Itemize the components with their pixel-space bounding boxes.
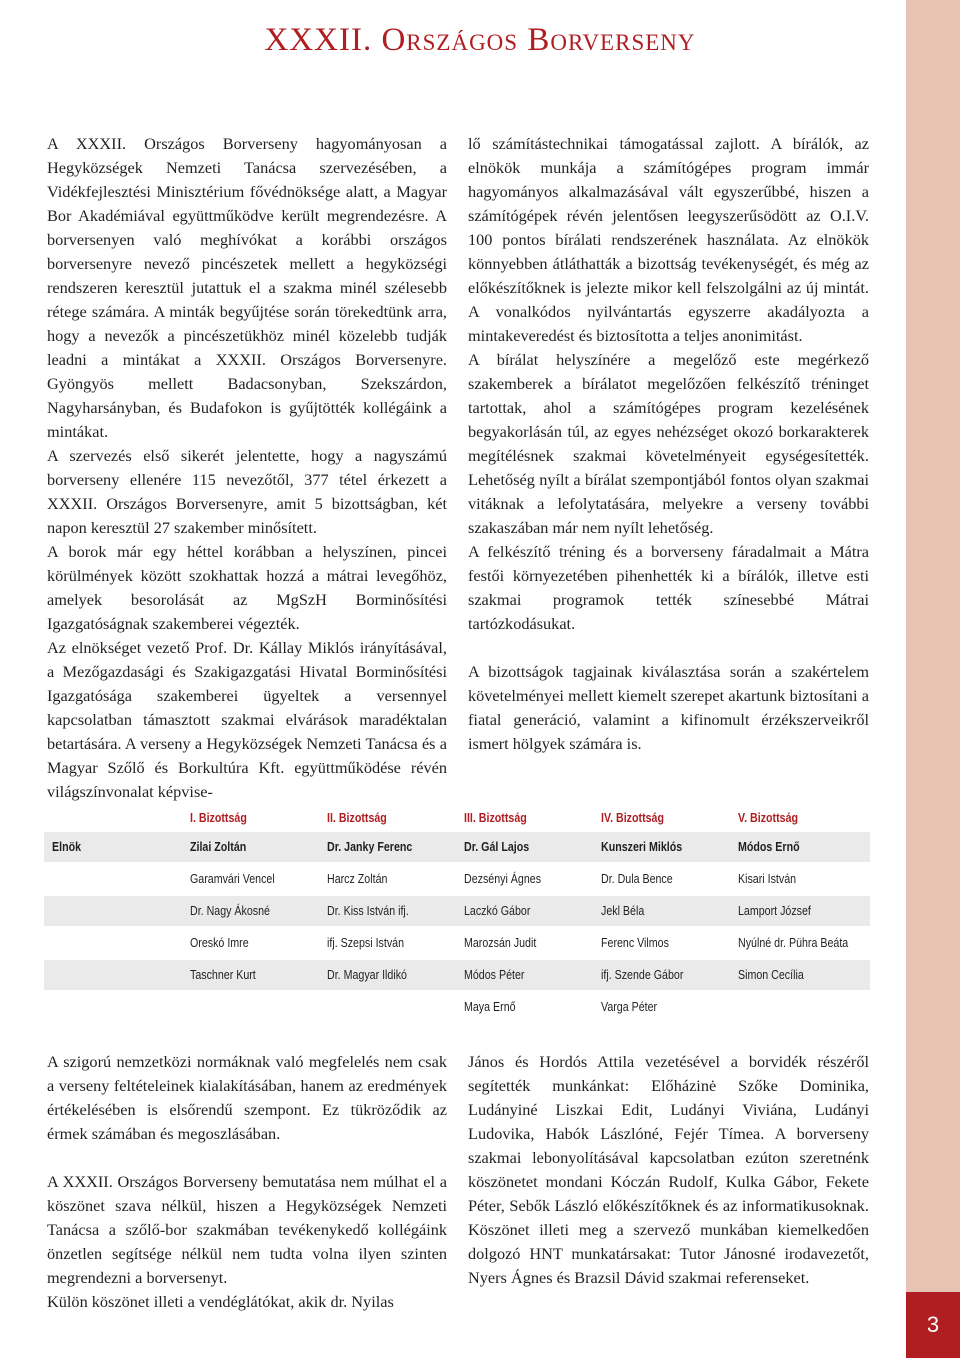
table-header: II. Bizottság [327, 810, 387, 825]
table-cell: Zilai Zoltán [190, 839, 247, 854]
text-column-top-left [47, 132, 447, 804]
paragraph: lő számítástechnikai támogatással zajlott. A bírálók, az elnökök munkája a számítógépes program immár hagyományos alkalmazásával vált egyszerűbbé, hiszen a számítógépek révén jelentősen leegyszerűsödött az O.I.V. 100 pontos bírálati rendszerének használata. Az elnökök könnyebben átláthatták a bizottság tevékenységét, és még az előkészítőknek is jelezte mikor kell felszolgálni az új mintát. A vonalkódos nyilvántartás egyszerre akadályozta a mintakeveredést és biztosította a teljes anonimitást. [468, 134, 869, 345]
table-cell: Kunszeri Miklós [601, 839, 683, 854]
table-cell: Dr. Gál Lajos [464, 839, 530, 854]
table-header: IV. Bizottság [601, 810, 664, 825]
table-cell: Oreskó Imre [190, 935, 249, 950]
table-cell: Módos Ernő [738, 839, 800, 854]
page-number: 3 [906, 1292, 960, 1358]
text-column-bottom-right [468, 1050, 869, 1290]
paragraph: A bírálat helyszínére a megelőző este megérkező szakemberek a bírálatot megelőzően felkészítő tréninget tartottak, ahol a számítógépes program kezelésének begyakorlásán túl, az egyes nehézséget okozó borkarakterek megítélésnek szakmai követelményeit egységesítették. Lehetőség nyílt a bírálat szempontjából fontos olyan szakmai vitáknak a lefolytatására, melyekre a verseny további szakaszában már nem nyílt lehetőség. [468, 350, 869, 537]
table-cell: Dr. Janky Ferenc [327, 839, 413, 854]
text-column-top-right [468, 132, 869, 756]
paragraph: A szervezés első sikerét jelentette, hogy a nagyszámú borverseny ellenére 115 nevezőtől, 377 tétel érkezett a XXXII. Országos Borversenyre, amit 5 bizottságban, két napon keresztül 27 szakember minősített. [47, 446, 447, 537]
table-header: V. Bizottság [738, 810, 799, 825]
table-cell: Dr. Kiss István ifj. [327, 903, 409, 918]
table-cell: Laczkó Gábor [464, 903, 531, 918]
paragraph: A borok már egy héttel korábban a helyszínen, pincei körülmények között szokhattak hozzá a mátrai levegőhöz, amelyek besorolását az MgSzH Borminősítési Igazgatóságnak szakemberei végezték. [47, 542, 447, 633]
table-cell: Dr. Magyar Ildikó [327, 967, 407, 982]
table-cell: Marozsán Judit [464, 935, 537, 950]
table-cell: Harcz Zoltán [327, 871, 388, 886]
table-cell: Kisari István [738, 871, 797, 886]
side-stripe [906, 0, 960, 1358]
table-cell: Módos Péter [464, 967, 525, 982]
table-cell: Jekl Béla [601, 903, 645, 918]
table-cell: Simon Cecília [738, 967, 804, 982]
paragraph: A bizottságok tagjainak kiválasztása során a szakértelem követelményei mellett kiemelt szerepet akartunk biztosítani a fiatal generáció, valamint a kifinomult érzékszerveikről ismert hölgyek számára is. [468, 662, 869, 753]
paragraph: Az elnökséget vezető Prof. Dr. Kállay Miklós irányításával, a Mezőgazdasági és Szakigazgatási Hivatal Borminősítési Igazgatósága szakemberei ügyeltek a versennyel kapcsolatban támasztott szakmai elvárások maradéktalan betartására. A verseny a Hegyközségek Nemzeti Tanácsa és a Magyar Szőlő és Borkultúra Kft. együttműködése révén világszínvonalat képvise- [47, 638, 447, 801]
table-cell: Lamport József [738, 903, 811, 918]
table-cell: Ferenc Vilmos [601, 935, 669, 950]
table-cell: Dezsényi Ágnes [464, 871, 542, 886]
table-cell: Nyúlné dr. Pühra Beáta [738, 935, 849, 950]
table-cell: Garamvári Vencel [190, 871, 275, 886]
table-cell: ifj. Szepsi István [327, 935, 405, 950]
table-header: I. Bizottság [190, 810, 247, 825]
paragraph: A szigorú nemzetközi normáknak való megfelelés nem csak a verseny feltételeinek kialakításában, hanem az eredmények értékelésében is elsőrendű szempont. Ez tükröződik az érmek számában és megoszlásában. [47, 1052, 447, 1143]
table-cell: Taschner Kurt [190, 967, 256, 982]
table-cell: Dr. Nagy Ákosné [190, 903, 270, 918]
paragraph: A felkészítő tréning és a borverseny fáradalmait a Mátra festői környezetében pihenhették ki a bírálók, illetve esti szakmai programok tették színesebbé Mátrai tartózkodásukat. [468, 542, 869, 633]
paragraph: Külön köszönet illeti a vendéglátókat, akik dr. Nyilas [47, 1292, 394, 1311]
table-cell: Varga Péter [601, 999, 658, 1014]
chair-label: Elnök [52, 839, 82, 854]
page-title: XXXII. Országos Borverseny [264, 22, 696, 58]
committee-table [44, 804, 870, 1024]
table-header: III. Bizottság [464, 810, 527, 825]
table-cell: ifj. Szende Gábor [601, 967, 684, 982]
table-cell: Dr. Dula Bence [601, 871, 673, 886]
paragraph: János és Hordós Attila vezetésével a borvidék részéről segítették munkánkat: Előházinė Szőke Dominika, Ludányiné Liszkai Edit, Ludányi Viviána, Ludányi Ludovika, Habók Lászlóné, Fejér Tímea. A borverseny szakmai lebonyolításával kapcsolatban ezúton szeretnénk köszönetet mondani Kóczán Rudolf, Kulka Gábor, Fekete Péter, Sebők László előkészítőknek és az informatikusoknak. Köszönet illeti meg a szervező munkában kiemelkedően dolgozó HNT munkatársakat: Tutor Jánosné irodavezetőt, Nyers Ágnes és Brazsil Dávid szakmai referenseket. [468, 1052, 869, 1287]
table-cell: Maya Ernő [464, 999, 516, 1014]
paragraph: A XXXII. Országos Borverseny hagyományosan a Hegyközségek Nemzeti Tanácsa szervezésében, a Vidékfejlesztési Minisztérium fővédnöksége alatt, a Magyar Bor Akadémiával együttműködve került megrendezésre. A borversenyen való meghívókat a korábbi országos borversenyre nevező pincészetek mellett a hegyközségi rendszeren keresztül jutattuk el a szakma minél szélesebb rétege számára. A minták begyűjtése során törekedtünk arra, hogy a nevezők a pincészetükhöz minél közelebb tudják leadni a mintákat a XXXII. Országos Borversenyre. Gyöngyös mellett Badacsonyban, Szekszárdon, Nagyharsányban, és Budafokon is gyűjtötték kollégáink a mintákat. [47, 134, 447, 441]
paragraph: A XXXII. Országos Borverseny bemutatása nem múlhat el a köszönet szava nélkül, hiszen a Hegyközségek Nemzeti Tanácsa a szőlő-bor szakmában tevékenykedő kollégáink önzetlen segítsége nélkül nem tudta volna ilyen szinten megrendezni a borversenyt. [47, 1172, 447, 1287]
text-column-bottom-left [47, 1050, 447, 1314]
